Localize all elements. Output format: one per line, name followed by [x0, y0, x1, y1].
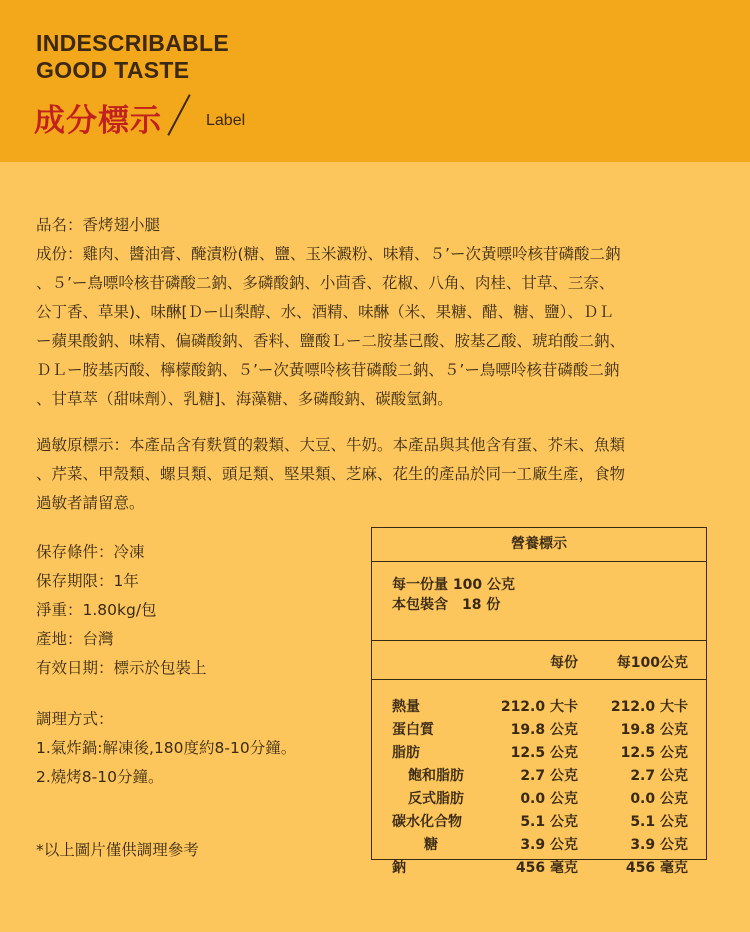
- storage-condition: 保存條件：冷凍: [36, 543, 145, 561]
- nutrition-column-header: [372, 640, 706, 680]
- cooking-step: 2.燒烤8-10分鐘。: [36, 768, 164, 786]
- table-row: [372, 832, 706, 855]
- ingredients-line: 、５’ー鳥嘌呤核苷磷酸二鈉、多磷酸鈉、小茴香、花椒、八角、肉桂、甘草、三奈、: [36, 274, 615, 292]
- nutrition-table: [371, 527, 707, 876]
- allergen-line: 過敏原標示：本產品含有麩質的穀類、大豆、牛奶。本產品與其他含有蛋、芥末、魚類: [36, 436, 626, 454]
- nutrient-name: 反式脂肪: [408, 791, 464, 807]
- page-title: 成分標示: [34, 103, 162, 139]
- ingredients-line: ＤＬー胺基丙酸、檸檬酸鈉、５’ー次黃嘌呤核苷磷酸二鈉、５’ー鳥嘌呤核苷磷酸二鈉: [36, 361, 620, 379]
- per-serving-value: 2.7 公克: [520, 768, 578, 784]
- allergen-line: 過敏者請留意。: [36, 494, 145, 512]
- brand-line-1: INDESCRIBABLE: [36, 30, 230, 56]
- image-disclaimer: *以上圖片僅供調理參考: [36, 841, 199, 859]
- title-divider: [167, 94, 190, 136]
- per-serving-value: 3.9 公克: [520, 837, 578, 853]
- brand-slogan: [36, 30, 229, 84]
- per-serving-value: 212.0 大卡: [500, 699, 578, 715]
- allergen-line: 、芹菜、甲殼類、螺貝類、頭足類、堅果類、芝麻、花生的產品於同一工廠生產，食物: [36, 465, 626, 483]
- product-name-line: 品名：香烤翅小腿: [36, 216, 161, 234]
- table-row: [372, 694, 706, 717]
- per-serving-value: 12.5 公克: [510, 745, 578, 761]
- page-subtitle: Label: [206, 112, 246, 129]
- table-row: [372, 786, 706, 809]
- net-weight: 淨重：1.80kg/包: [36, 601, 157, 619]
- table-row: [372, 763, 706, 786]
- per-100g-value: 12.5 公克: [620, 745, 688, 761]
- origin: 產地：台灣: [36, 630, 114, 648]
- nutrient-name: 脂肪: [392, 745, 420, 761]
- brand-line-2: GOOD TASTE: [36, 57, 190, 83]
- per-100g-value: 212.0 大卡: [610, 699, 688, 715]
- nutrient-name: 飽和脂肪: [408, 768, 464, 784]
- col-per-100g: 每100公克: [616, 655, 688, 671]
- nutrient-name: 熱量: [392, 699, 420, 715]
- col-per-serving: 每份: [550, 655, 578, 671]
- table-row: [372, 809, 706, 832]
- table-row: [372, 855, 706, 878]
- per-100g-value: 2.7 公克: [630, 768, 688, 784]
- per-100g-value: 3.9 公克: [630, 837, 688, 853]
- product-info-block: [36, 538, 336, 683]
- per-100g-value: 19.8 公克: [620, 722, 688, 738]
- per-serving-value: 19.8 公克: [510, 722, 578, 738]
- table-row: [372, 740, 706, 763]
- ingredients-line: ー蘋果酸鈉、味精、偏磷酸鈉、香料、鹽酸Ｌー二胺基己酸、胺基乙酸、琥珀酸二鈉、: [36, 332, 626, 350]
- servings-per-pack: 本包裝含 18 份: [392, 597, 501, 613]
- per-100g-value: 5.1 公克: [630, 814, 688, 830]
- table-row: [372, 717, 706, 740]
- nutrient-name: 碳水化合物: [392, 814, 462, 830]
- allergen-block: [36, 431, 726, 518]
- nutrition-serving-info: [372, 562, 706, 640]
- nutrient-name: 蛋白質: [392, 722, 434, 738]
- cooking-step: 1.氣炸鍋:解凍後,180度約8-10分鐘。: [36, 739, 297, 757]
- per-100g-value: 456 毫克: [625, 860, 688, 876]
- per-serving-value: 5.1 公克: [520, 814, 578, 830]
- shelf-life: 保存期限：1年: [36, 572, 139, 590]
- nutrition-rows: [372, 680, 706, 878]
- ingredients-block: [36, 211, 726, 414]
- header-banner: [0, 0, 750, 162]
- per-serving-value: 456 毫克: [515, 860, 578, 876]
- nutrient-name: 糖: [424, 837, 438, 853]
- cooking-block: [36, 705, 336, 792]
- cooking-heading: 調理方式：: [36, 710, 114, 728]
- serving-size: 每一份量 100 公克: [392, 577, 515, 593]
- ingredients-line: 成份：雞肉、醬油膏、醃漬粉(糖、鹽、玉米澱粉、味精、５’ー次黃嘌呤核苷磷酸二鈉: [36, 245, 621, 263]
- ingredients-line: 、甘草萃（甜味劑）、乳糖]、海藻糖、多磷酸鈉、碳酸氫鈉。: [36, 390, 453, 408]
- expiry-date: 有效日期：標示於包裝上: [36, 659, 207, 677]
- nutrition-title: 營養標示: [372, 528, 706, 562]
- ingredients-line: 公丁香、草果)、味醂[Ｄー山梨醇、水、酒精、味醂（米、果糖、醋、糖、鹽）、ＤＬ: [36, 303, 614, 321]
- nutrient-name: 鈉: [392, 860, 406, 876]
- per-100g-value: 0.0 公克: [630, 791, 688, 807]
- per-serving-value: 0.0 公克: [520, 791, 578, 807]
